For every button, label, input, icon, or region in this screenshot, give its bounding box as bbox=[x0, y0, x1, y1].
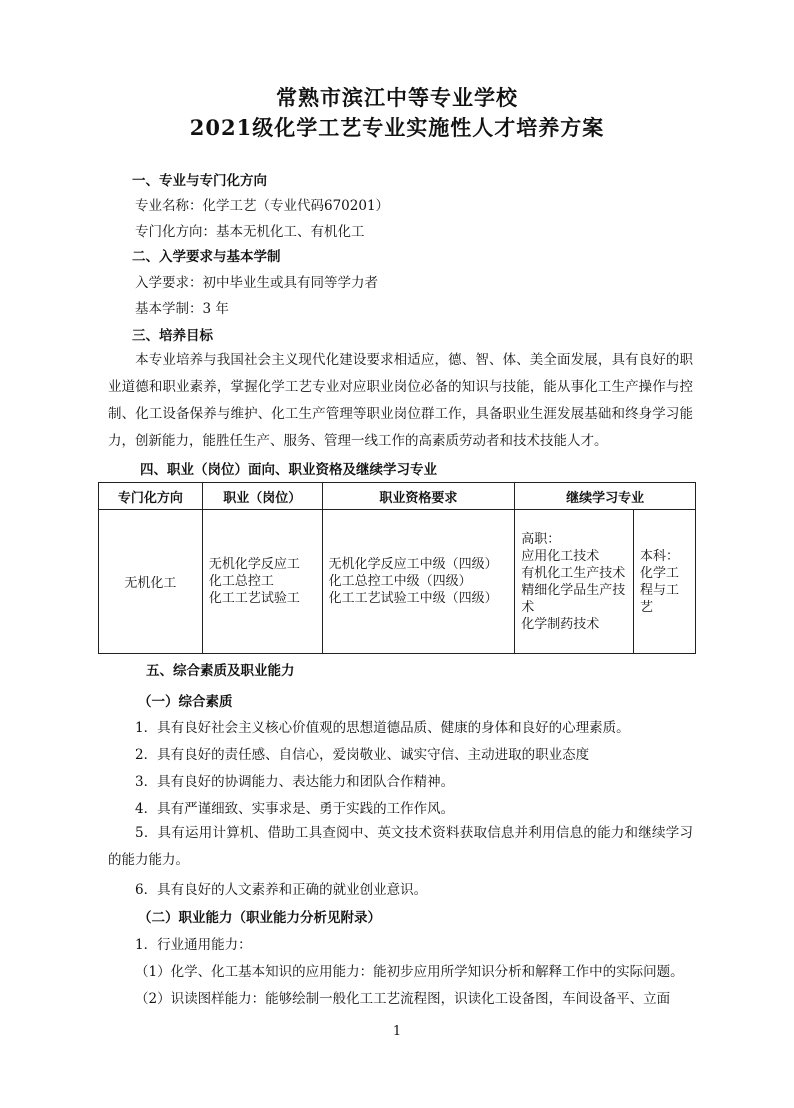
cell-undergraduate bbox=[634, 510, 696, 654]
table-header-qualification: 职业资格要求 bbox=[322, 483, 515, 510]
subsection-heading-ability: （二）职业能力（职业能力分析见附录） bbox=[138, 910, 381, 926]
quality-item: 3．具有良好的协调能力、表达能力和团队合作精神。 bbox=[135, 774, 455, 790]
qualification-item: 化工工艺试验工中级（四级） bbox=[328, 591, 498, 606]
study-item: 化学制药技术 bbox=[521, 616, 600, 632]
cell-higher-vocational bbox=[515, 510, 634, 654]
job-item: 化工工艺试验工 bbox=[208, 591, 300, 606]
career-table bbox=[98, 482, 696, 654]
table-header-job: 职业（岗位） bbox=[202, 483, 322, 510]
training-goal-text: 本专业培养与我国社会主义现代化建设要求相适应，德、智、体、美全面发展，具有良好的职业道德和职业素养，掌握化学工艺专业对应职业岗位必备的知识与技能，能从事化工生产操作与控制、化工设备保养与维护、化工生产管理等职业岗位群工作，具备职业生涯发展基础和终身学习能力，创新能力，能胜任生产、服务、管理一线工作的高素质劳动者和技术技能人才。 bbox=[108, 352, 693, 449]
ability-item: （2）识读图样能力：能够绘制一般化工工艺流程图，识读化工设备图，车间设备平、立面 bbox=[135, 991, 671, 1007]
quality-item: 2．具有良好的责任感、自信心，爱岗敬业、诚实守信、主动进取的职业态度 bbox=[135, 747, 590, 763]
job-item: 化工总控工 bbox=[208, 574, 274, 589]
document-title-plan: 2021级化学工艺专业实施性人才培养方案 bbox=[189, 115, 605, 140]
table-row bbox=[99, 510, 696, 654]
quality-item: 1．具有良好社会主义核心价值观的思想道德品质、健康的身体和良好的心理素质。 bbox=[135, 720, 630, 736]
training-goal-paragraph bbox=[108, 347, 693, 455]
section-heading-5: 五、综合素质及职业能力 bbox=[146, 663, 295, 679]
table-header-direction: 专门化方向 bbox=[99, 483, 203, 510]
section-heading-4: 四、职业（岗位）面向、职业资格及继续学习专业 bbox=[140, 462, 437, 478]
major-direction: 专门化方向：基本无机化工、有机化工 bbox=[135, 224, 365, 240]
study-item: 本科： bbox=[640, 548, 680, 564]
admission-requirement: 入学要求：初中毕业生或具有同等学力者 bbox=[135, 275, 378, 291]
major-name: 专业名称：化学工艺（专业代码670201） bbox=[135, 198, 390, 214]
quality-item-text: 5．具有运用计算机、借助工具查阅中、英文技术资料获取信息并利用信息的能力和继续学习的能力能力。 bbox=[108, 825, 693, 868]
cell-qualifications bbox=[322, 510, 515, 654]
section-heading-1: 一、专业与专门化方向 bbox=[132, 173, 267, 189]
study-duration: 基本学制：3 年 bbox=[135, 301, 229, 317]
quality-item-5 bbox=[108, 820, 693, 874]
quality-item: 4．具有严谨细致、实事求是、勇于实践的工作作风。 bbox=[135, 801, 455, 817]
quality-item: 6．具有良好的人文素养和正确的就业创业意识。 bbox=[135, 882, 428, 898]
table-header-further-study: 继续学习专业 bbox=[515, 483, 696, 510]
ability-intro: 1．行业通用能力： bbox=[135, 937, 252, 953]
ability-item: （1）化学、化工基本知识的应用能力：能初步应用所学知识分析和解释工作中的实际问题。 bbox=[135, 964, 684, 980]
cell-jobs bbox=[202, 510, 322, 654]
page-number: 1 bbox=[392, 1024, 402, 1039]
cell-direction: 无机化工 bbox=[99, 510, 203, 654]
study-item: 应用化工技术 bbox=[521, 548, 600, 564]
study-item: 高职： bbox=[521, 531, 561, 547]
job-item: 无机化学反应工 bbox=[208, 557, 300, 572]
subsection-heading-quality: （一）综合素质 bbox=[138, 694, 233, 710]
table-header-row bbox=[99, 483, 696, 510]
qualification-item: 化工总控工中级（四级） bbox=[328, 574, 472, 589]
study-item: 精细化学品生产技术 bbox=[521, 582, 626, 615]
section-heading-3: 三、培养目标 bbox=[132, 328, 213, 344]
qualification-item: 无机化学反应工中级（四级） bbox=[328, 557, 498, 572]
document-title-school: 常熟市滨江中等专业学校 bbox=[276, 85, 518, 110]
study-item: 化学工程与工艺 bbox=[640, 565, 680, 615]
study-item: 有机化工生产技术 bbox=[521, 565, 626, 581]
section-heading-2: 二、入学要求与基本学制 bbox=[132, 249, 281, 265]
